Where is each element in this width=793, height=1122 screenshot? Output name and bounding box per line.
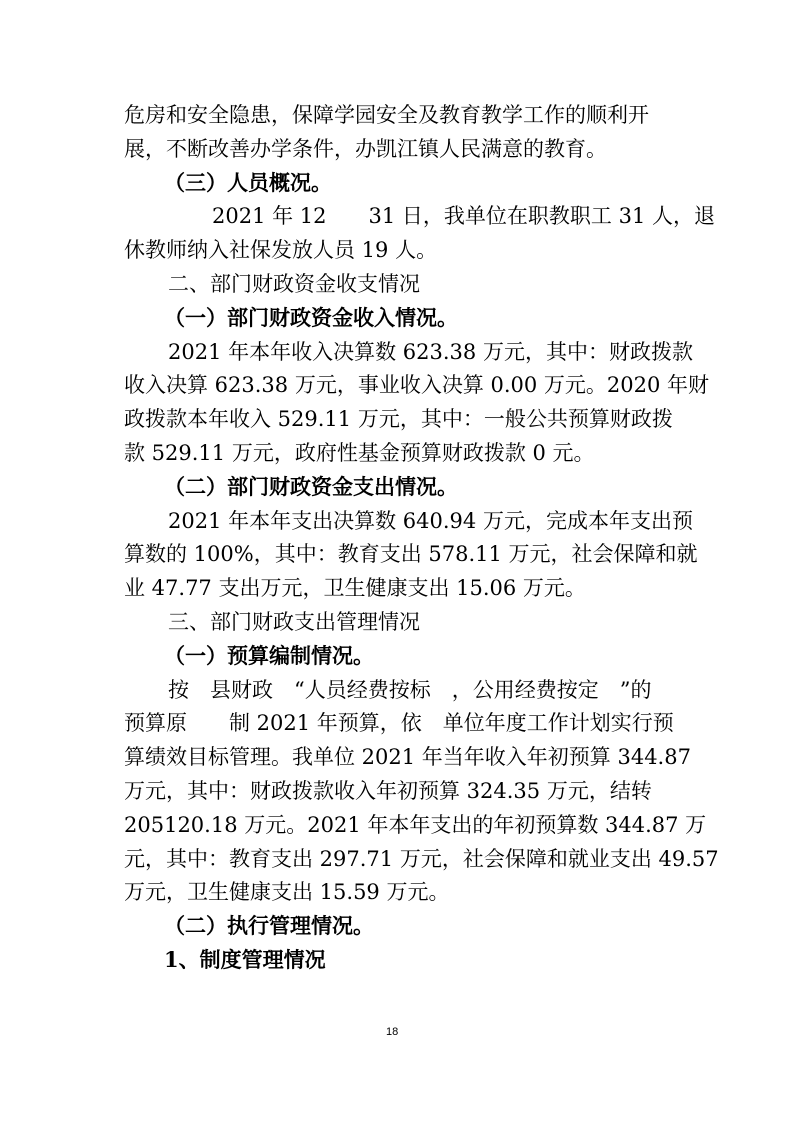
- text-line: 205120.18 万元。2021 年本年支出的年初预算数 344.87 万: [124, 813, 707, 837]
- text-line: 展，不断改善办学条件，办凯江镇人民满意的教育。: [124, 137, 607, 161]
- text-line: 收入决算 623.38 万元，事业收入决算 0.00 万元。2020 年财: [124, 373, 710, 397]
- text-line: 万元，卫生健康支出 15.59 万元。: [124, 880, 450, 904]
- section-heading: 三、部门财政支出管理情况: [168, 610, 420, 634]
- text-line: 危房和安全隐患，保障学园安全及教育教学工作的顺利开: [124, 103, 649, 127]
- section-heading: 二、部门财政资金收支情况: [168, 272, 420, 296]
- text-line: 2021 年本年支出决算数 640.94 万元，完成本年支出预: [168, 509, 693, 533]
- text-line: 政拨款本年收入 529.11 万元，其中：一般公共预算财政拨: [124, 407, 673, 431]
- section-heading: （二）部门财政资金支出情况。: [164, 474, 458, 499]
- text-line: 算绩效目标管理。我单位 2021 年当年收入年初预算 344.87: [124, 745, 691, 769]
- text-line: 预算原 制 2021 年预算，依 单位年度工作计划实行预: [124, 711, 674, 735]
- section-heading: 1、制度管理情况: [164, 947, 326, 972]
- text-line: 算数的 100%，其中：教育支出 578.11 万元，社会保障和就: [124, 542, 698, 566]
- text-line: 业 47.77 支出万元，卫生健康支出 15.06 万元。: [124, 576, 586, 600]
- page-number: 18: [386, 1026, 399, 1038]
- text-line: 按 县财政 “人员经费按标 ，公用经费按定 ”的: [168, 678, 652, 702]
- text-line: 2021 年本年收入决算数 623.38 万元，其中：财政拨款: [168, 340, 693, 364]
- section-heading: （一）部门财政资金收入情况。: [164, 305, 458, 330]
- text-line: 款 529.11 万元，政府性基金预算财政拨款 0 元。: [124, 441, 595, 465]
- section-heading: （二）执行管理情况。: [164, 913, 374, 938]
- text-line: 元，其中：教育支出 297.71 万元，社会保障和就业支出 49.57: [124, 847, 719, 871]
- text-line: 万元，其中：财政拨款收入年初预算 324.35 万元，结转: [124, 779, 652, 803]
- section-heading: （三）人员概况。: [164, 170, 332, 195]
- text-line: 休教师纳入社保发放人员 19 人。: [124, 238, 438, 262]
- text-line: 2021 年 12 31 日，我单位在职教职工 31 人，退: [212, 204, 715, 228]
- section-heading: （一）预算编制情况。: [164, 643, 374, 668]
